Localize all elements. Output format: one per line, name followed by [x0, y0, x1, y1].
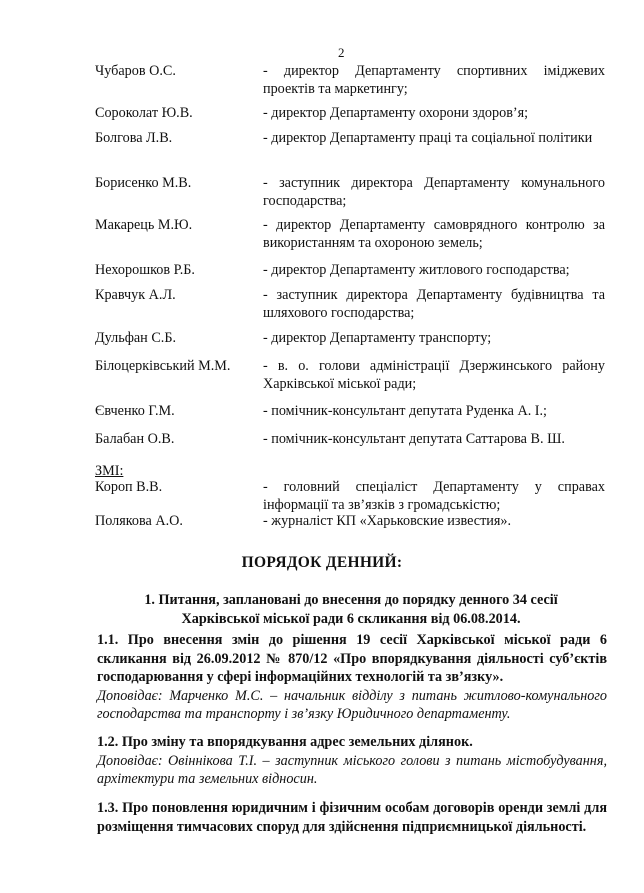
attendee-name: Євченко Г.М. — [95, 403, 175, 419]
agenda-subheading — [95, 591, 607, 629]
agenda-item-title: 1.2. Про зміну та впорядкування адрес земельних ділянок. — [97, 734, 473, 750]
media-label: ЗМІ: — [95, 463, 124, 479]
agenda-item — [97, 733, 607, 789]
attendee-name: Нехорошков Р.Б. — [95, 262, 195, 278]
attendee-position: - помічник-консультант депутата Руденка А. І.; — [263, 403, 547, 419]
attendee-position: - директор Департаменту транспорту; — [263, 330, 492, 346]
media-name: Короп В.В. — [95, 479, 163, 495]
attendee-position: - заступник директора Департаменту будівництва та шляхового господарства; — [263, 287, 605, 321]
agenda-heading: ПОРЯДОК ДЕННИЙ: — [241, 554, 403, 571]
attendee-name: Дульфан С.Б. — [95, 330, 177, 346]
attendee-row — [95, 104, 605, 122]
attendee-name: Білоцерківський М.М. — [95, 358, 231, 374]
attendee-name: Балабан О.В. — [95, 431, 175, 447]
attendee-position: - директор Департаменту житлового господарства; — [263, 262, 570, 278]
agenda-subheading-line: Харківської міської ради 6 скликання від 06.08.2014. — [181, 611, 521, 627]
agenda-item — [97, 799, 607, 836]
agenda-item-reporter: Доповідає: Марченко М.С. – начальник відділу з питань житлово-комунального господарства та транспорту і зв’язку Юридичного департаменту. — [97, 687, 607, 722]
attendee-name: Кравчук А.Л. — [95, 287, 176, 303]
agenda-item-reporter: Доповідає: Овіннікова Т.І. – заступник міського голови з питань містобудування, архітектури та земельних відносин. — [97, 752, 607, 787]
agenda-item-title: 1.3. Про поновлення юридичним і фізичним особам договорів оренди землі для розміщення тимчасових споруд для здійснення підприємницької діяльності. — [97, 800, 607, 835]
attendee-row — [95, 62, 605, 98]
attendee-row — [95, 402, 605, 420]
attendee-row — [95, 430, 605, 448]
attendee-position: - директор Департаменту спортивних іміджевих проектів та маркетингу; — [263, 63, 605, 97]
attendee-name: Чубаров О.С. — [95, 63, 176, 79]
attendee-name: Макарець М.Ю. — [95, 217, 193, 233]
attendee-row — [95, 329, 605, 347]
page-number: 2 — [338, 45, 345, 60]
attendee-name: Борисенко М.В. — [95, 175, 192, 191]
attendee-row — [95, 216, 605, 252]
attendee-row — [95, 129, 605, 147]
attendee-row — [95, 174, 605, 210]
agenda-subheading-line: 1. Питання, заплановані до внесення до порядку денного 34 сесії — [144, 592, 558, 608]
media-name: Полякова А.О. — [95, 513, 183, 529]
attendee-position: - директор Департаменту праці та соціальної політики — [263, 130, 593, 146]
attendee-position: - директор Департаменту охорони здоров’я; — [263, 105, 529, 121]
attendee-position: - директор Департаменту самоврядного контролю за використанням та охороною земель; — [263, 217, 605, 251]
media-position: - головний спеціаліст Департаменту у справах інформації та зв’язків з громадськістю; — [263, 479, 605, 513]
attendee-position: - помічник-консультант депутата Саттарова В. Ш. — [263, 431, 565, 447]
media-row — [95, 478, 605, 514]
attendee-name: Сороколат Ю.В. — [95, 105, 193, 121]
attendee-position: - заступник директора Департаменту комунального господарства; — [263, 175, 605, 209]
media-row — [95, 512, 605, 530]
attendee-row — [95, 261, 605, 279]
agenda-item — [97, 631, 607, 724]
attendee-row — [95, 357, 605, 393]
agenda-item-title: 1.1. Про внесення змін до рішення 19 сесії Харківської міської ради 6 скликання від 26.09.2012 № 870/12 «Про впорядкування діяльності суб’єктів господарювання у сфері інформаційних технологій та зв’язку». — [97, 632, 607, 685]
media-position: - журналіст КП «Харьковские известия». — [263, 513, 512, 529]
attendee-position: - в. о. голови адміністрації Дзержинського району Харківської міської ради; — [263, 358, 605, 392]
attendee-row — [95, 286, 605, 322]
attendee-name: Болгова Л.В. — [95, 130, 173, 146]
